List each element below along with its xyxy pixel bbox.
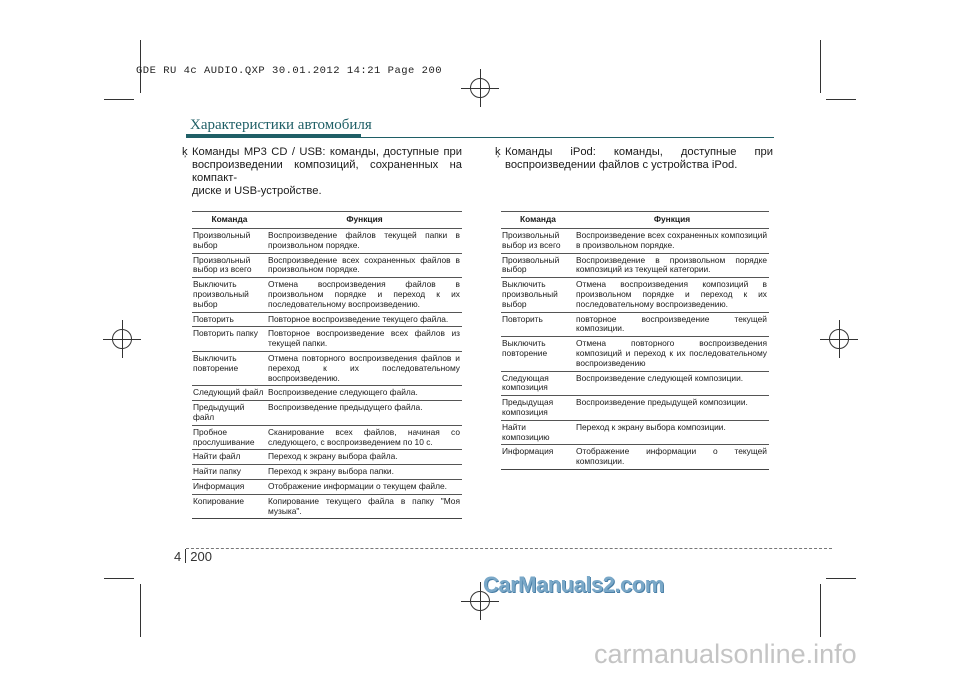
table-row: [501, 278, 769, 312]
registration-mark-icon: [467, 75, 493, 101]
function-cell: Повторное воспроизведение всех файлов из текущей папки.: [267, 327, 462, 352]
function-cell: Сканирование всех файлов, начиная со следующего, с воспроизведением по 10 с.: [267, 425, 462, 450]
table-row: [192, 312, 462, 327]
crop-mark: [820, 40, 821, 93]
page-number: [174, 549, 212, 564]
function-cell: Воспроизведение файлов текущей папки в произвольном порядке.: [267, 229, 462, 254]
intro-line: воспроизведении файлов с устройства iPod.: [505, 159, 738, 171]
crop-mark: [820, 584, 821, 637]
registration-mark-icon: [109, 326, 135, 352]
page-number-separator: [185, 549, 186, 563]
column-header: Команда: [501, 212, 575, 229]
table-header-row: [501, 212, 769, 229]
command-cell: Произвольный выбор из всего: [501, 229, 575, 254]
crop-mark: [826, 578, 856, 579]
column-header: Функция: [267, 212, 462, 229]
column-header: Функция: [575, 212, 769, 229]
mp3-intro: [182, 146, 462, 198]
function-cell: Повторное воспроизведение текущего файла.: [267, 312, 462, 327]
intro-line: воспроизведении композиций, сохраненных на компакт-: [192, 159, 462, 184]
function-cell: Отмена воспроизведения файлов в произвольном порядке и переход к их последовательному воспроизведению.: [267, 278, 462, 312]
carmanuals-watermark-link[interactable]: CarManuals2.com: [483, 572, 664, 597]
command-cell: Предыдущий файл: [192, 401, 267, 426]
function-cell: Отмена повторного воспроизведения файлов и переход к их последовательному воспроизведению.: [267, 351, 462, 385]
intro-line: Команды iPod: команды, доступные при: [505, 146, 773, 158]
command-cell: Произвольный выбор из всего: [192, 253, 267, 278]
command-cell: Копирование: [192, 494, 267, 519]
command-cell: Информация: [192, 479, 267, 494]
command-cell: Произвольный выбор: [192, 229, 267, 254]
column-header: Команда: [192, 212, 267, 229]
table-row: [192, 401, 462, 426]
function-cell: Отображение информации о текущем файле.: [267, 479, 462, 494]
function-cell: Воспроизведение в произвольном порядке композиций из текущей категории.: [575, 253, 769, 278]
function-cell: Воспроизведение предыдущего файла.: [267, 401, 462, 426]
function-cell: повторное воспроизведение текущей композиции.: [575, 312, 769, 337]
function-cell: Переход к экрану выбора папки.: [267, 465, 462, 480]
table-row: [192, 229, 462, 254]
registration-mark-icon: [826, 326, 852, 352]
table-row: [501, 445, 769, 470]
table-row: [501, 420, 769, 445]
ipod-commands-table: [501, 211, 769, 470]
mp3-commands-table: [192, 211, 462, 519]
table-header-row: [192, 212, 462, 229]
table-row: [192, 465, 462, 480]
page-number-value: 200: [190, 549, 212, 564]
crop-mark: [140, 584, 141, 637]
table-row: [192, 351, 462, 385]
function-cell: Отображение информации о текущей композиции.: [575, 445, 769, 470]
command-cell: Выключить повторение: [192, 351, 267, 385]
command-cell: Следующий файл: [192, 386, 267, 401]
table-row: [501, 229, 769, 254]
table-row: [192, 278, 462, 312]
table-row: [501, 253, 769, 278]
bullet-icon: ķ: [182, 146, 188, 158]
command-cell: Повторить папку: [192, 327, 267, 352]
crop-mark: [826, 99, 856, 100]
title-underline: [186, 137, 774, 138]
table-row: [192, 450, 462, 465]
command-cell: Повторить: [501, 312, 575, 337]
command-cell: Произвольный выбор: [501, 253, 575, 278]
table-row: [192, 253, 462, 278]
function-cell: Воспроизведение следующей композиции.: [575, 371, 769, 396]
function-cell: Отмена повторного воспроизведения композиций и переход к их последовательному воспроизведению: [575, 337, 769, 371]
function-cell: Переход к экрану выбора композиции.: [575, 420, 769, 445]
ipod-intro: [495, 146, 773, 172]
command-cell: Следующая композиция: [501, 371, 575, 396]
bullet-icon: ķ: [495, 146, 501, 158]
table-row: [501, 312, 769, 337]
command-cell: Найти файл: [192, 450, 267, 465]
function-cell: Отмена воспроизведения композиций в произвольном порядке и переход к их последовательному воспроизведению.: [575, 278, 769, 312]
command-cell: Информация: [501, 445, 575, 470]
function-cell: Воспроизведение всех сохраненных файлов в произвольном порядке.: [267, 253, 462, 278]
command-cell: Выключить повторение: [501, 337, 575, 371]
command-cell: Предыдущая композиция: [501, 396, 575, 421]
command-cell: Пробное прослушивание: [192, 425, 267, 450]
table-row: [192, 386, 462, 401]
table-row: [192, 479, 462, 494]
function-cell: Воспроизведение следующего файла.: [267, 386, 462, 401]
command-cell: Найти композицию: [501, 420, 575, 445]
footer-divider: [186, 548, 832, 549]
table-row: [192, 327, 462, 352]
crop-mark: [104, 578, 134, 579]
table-row: [501, 337, 769, 371]
function-cell: Переход к экрану выбора файла.: [267, 450, 462, 465]
intro-line: Команды MP3 CD / USB: команды, доступные при: [192, 146, 462, 158]
intro-line: диске и USB-устройстве.: [192, 185, 322, 197]
print-slug: GDE RU 4c AUDIO.QXP 30.01.2012 14:21 Page 200: [136, 65, 443, 77]
command-cell: Найти папку: [192, 465, 267, 480]
table-row: [192, 494, 462, 519]
table-row: [501, 396, 769, 421]
function-cell: Копирование текущего файла в папку "Моя музыка".: [267, 494, 462, 519]
table-row: [192, 425, 462, 450]
section-title: Характеристики автомобиля: [190, 117, 372, 133]
crop-mark: [104, 99, 134, 100]
command-cell: Повторить: [192, 312, 267, 327]
carmanualsonline-watermark-link[interactable]: carmanualsonline.info: [594, 639, 857, 669]
function-cell: Воспроизведение предыдущей композиции.: [575, 396, 769, 421]
function-cell: Воспроизведение всех сохраненных композиций в произвольном порядке.: [575, 229, 769, 254]
table-row: [501, 371, 769, 396]
chapter-number: 4: [174, 549, 182, 564]
command-cell: Выключить произвольный выбор: [192, 278, 267, 312]
command-cell: Выключить произвольный выбор: [501, 278, 575, 312]
